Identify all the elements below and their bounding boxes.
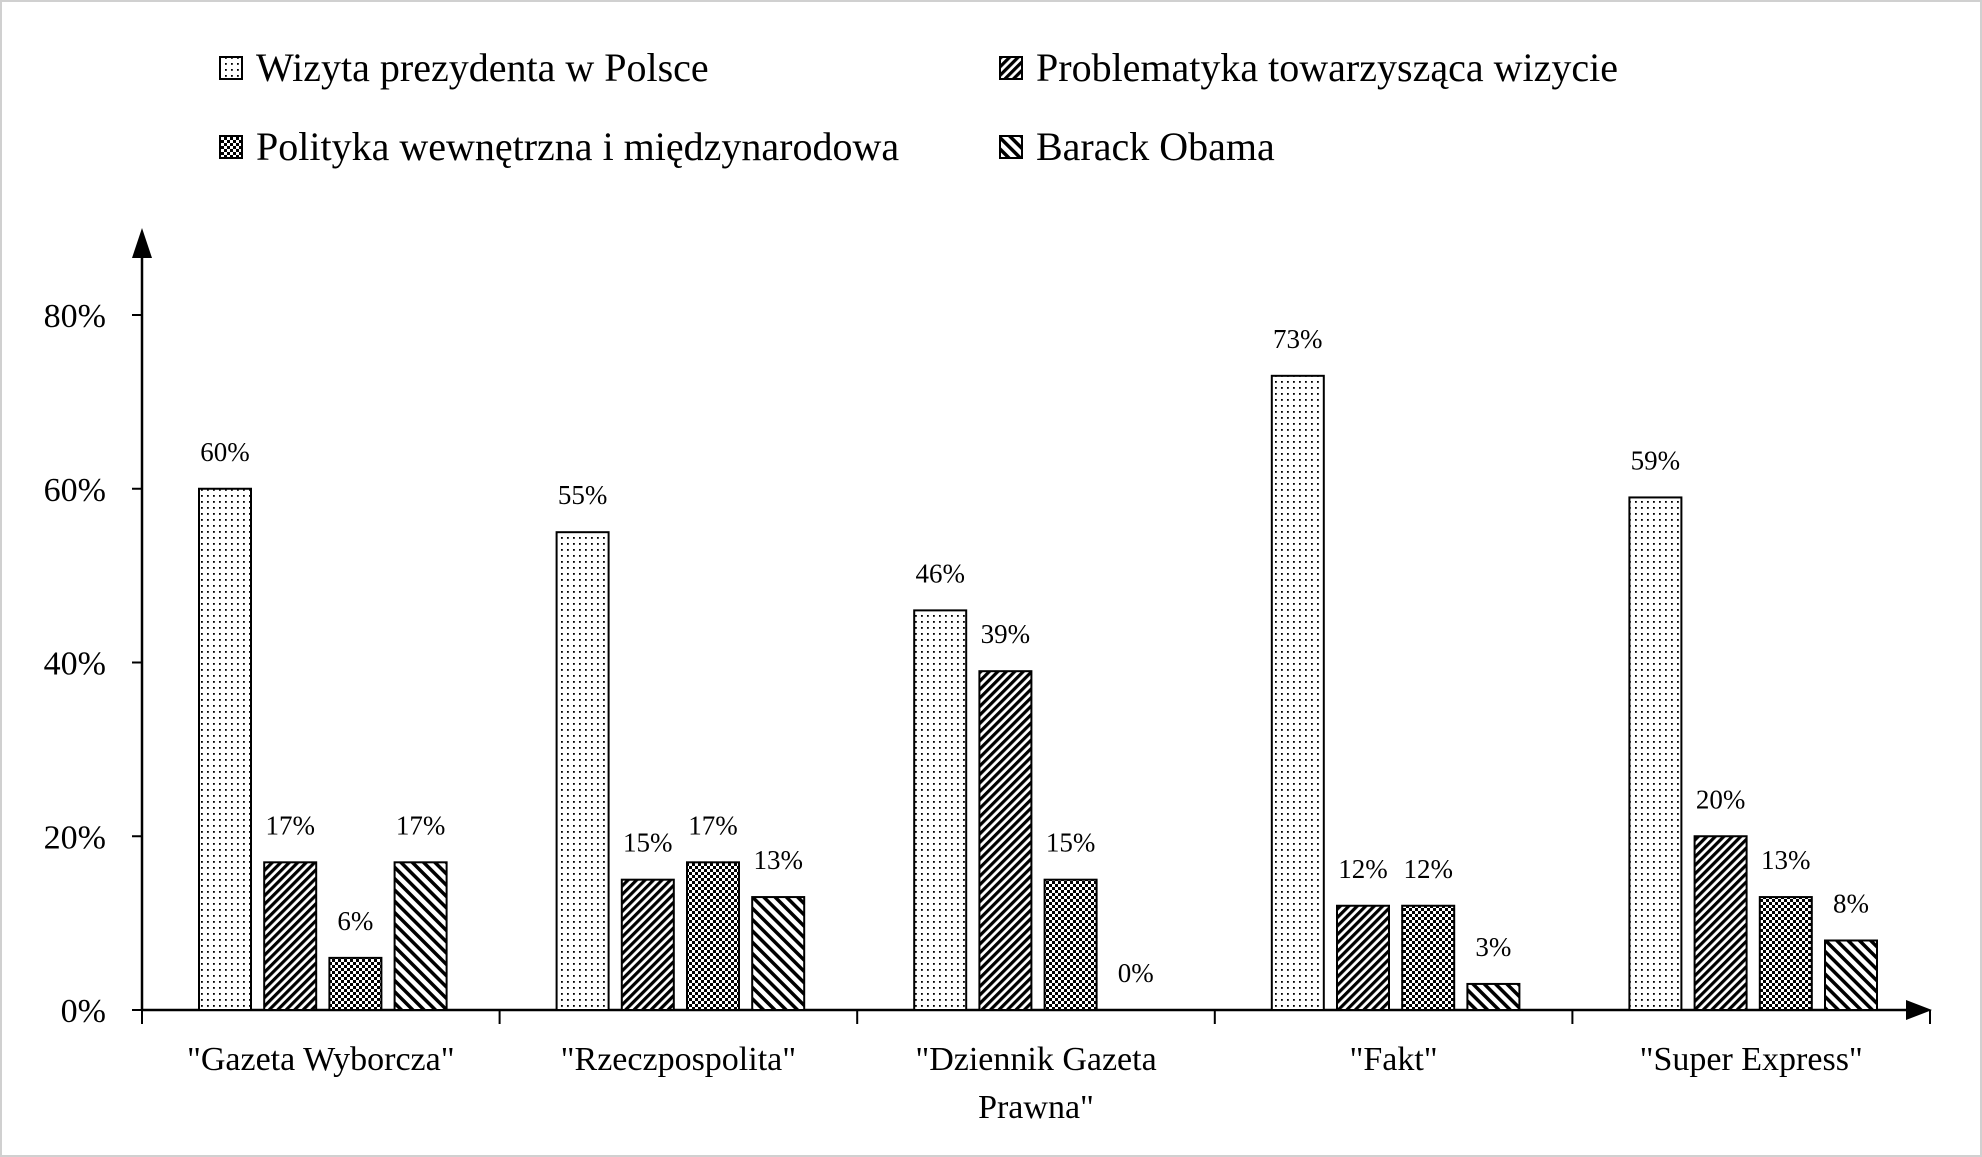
legend-label: Barack Obama: [1036, 124, 1275, 169]
y-tick-label: 40%: [43, 645, 106, 683]
data-label: 39%: [980, 619, 1031, 650]
data-label: 73%: [1273, 323, 1323, 354]
legend-item: [220, 45, 709, 90]
bar: [1695, 836, 1747, 1010]
bar: [1467, 984, 1519, 1010]
y-tick-label: 20%: [43, 819, 106, 857]
data-label: 12%: [1403, 853, 1453, 884]
x-category-label: "Super Express": [1639, 1041, 1863, 1078]
y-axis-arrow: [132, 228, 152, 258]
bar: [1402, 906, 1454, 1010]
data-label: 15%: [1045, 827, 1096, 858]
data-label: 3%: [1475, 931, 1512, 962]
data-label: 59%: [1630, 445, 1681, 476]
legend-swatch: [220, 57, 242, 79]
x-axis-arrow: [1906, 1000, 1932, 1020]
bar: [687, 862, 739, 1010]
bar: [979, 671, 1031, 1010]
legend-label: Wizyta prezydenta w Polsce: [256, 45, 709, 90]
data-label: 12%: [1338, 853, 1388, 884]
x-category-label: "Fakt": [1349, 1041, 1438, 1078]
data-label: 17%: [688, 810, 738, 841]
y-tick-label: 60%: [43, 471, 106, 509]
data-labels: [200, 324, 1869, 988]
bar: [557, 532, 609, 1010]
x-category-label: "Gazeta Wyborcza": [186, 1041, 455, 1078]
x-category-label: Prawna": [978, 1089, 1094, 1126]
data-label: 55%: [557, 480, 608, 511]
bar: [264, 862, 316, 1010]
legend-item: [220, 124, 899, 169]
bar: [752, 897, 804, 1010]
legend-swatch: [1000, 136, 1022, 158]
bar: [1760, 897, 1812, 1010]
data-label: 8%: [1833, 888, 1869, 919]
bar: [622, 880, 674, 1010]
bar: [1629, 497, 1681, 1010]
bar: [1045, 880, 1097, 1010]
data-label: 17%: [265, 810, 315, 841]
bars: [199, 376, 1877, 1010]
data-label: 20%: [1695, 784, 1746, 815]
data-label: 17%: [395, 810, 446, 841]
bar: [914, 610, 966, 1010]
bar: [395, 862, 447, 1010]
y-tick-label: 80%: [43, 298, 106, 335]
bar: [1272, 376, 1324, 1010]
data-label: 0%: [1117, 958, 1154, 988]
x-category-label: "Rzeczpospolita": [560, 1041, 797, 1078]
legend-swatch: [1000, 57, 1022, 79]
x-category-label: "Dziennik Gazeta: [915, 1041, 1157, 1078]
data-label: 13%: [1761, 845, 1811, 876]
legend-label: Polityka wewnętrzna i międzynarodowa: [256, 124, 900, 169]
legend-item: [1000, 45, 1618, 90]
legend-swatch: [220, 136, 242, 158]
bar: [1825, 941, 1877, 1011]
legend-label: Problematyka towarzysząca wizycie: [1036, 45, 1618, 90]
data-label: 60%: [200, 436, 250, 467]
y-tick-label: 0%: [60, 993, 106, 1030]
bar: [1337, 906, 1389, 1010]
data-label: 13%: [753, 845, 803, 876]
data-label: 15%: [623, 827, 673, 858]
bar: [199, 489, 251, 1010]
bar-chart: [2, 2, 1980, 1155]
legend-item: [1000, 124, 1275, 169]
bar: [329, 958, 381, 1010]
data-label: 46%: [915, 558, 965, 589]
data-label: 6%: [337, 905, 374, 936]
legend: [220, 45, 1618, 169]
